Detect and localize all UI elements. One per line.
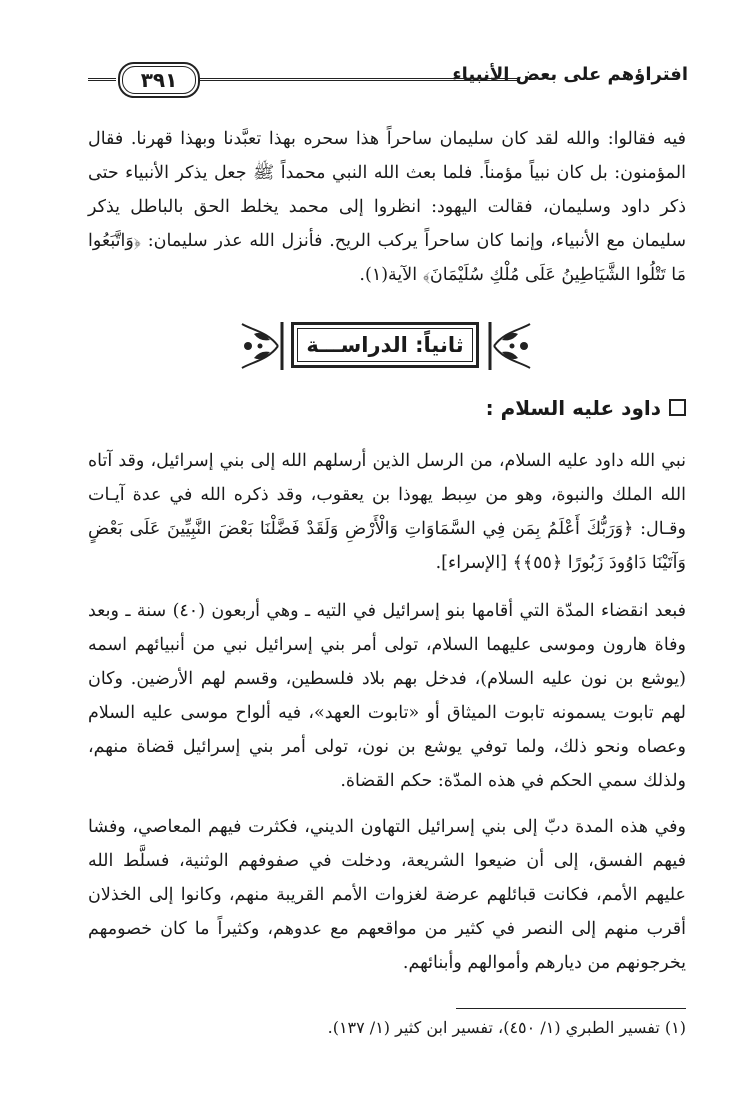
header-title: افتراؤهم على بعض الأنبياء: [452, 64, 688, 85]
section-title: ثانياً: الدراســـة: [306, 333, 464, 357]
floral-ornament-icon: [236, 318, 288, 374]
subheading-text: داود عليه السلام :: [485, 396, 661, 420]
paragraph-4: وفي هذه المدة دبّ إلى بني إسرائيل التهاون الديني، فكثرت فيهم المعاصي، وفشا فيهم الفسق، إلى أن ضيعوا الشريعة، ودخلت في صفوفهم الوثنية، فسلَّط الله عليهم الأمم، فكانت قبائلهم عرضة لغزوات الأمم القريبة منهم، وكانوا إلى الخذلان أقرب منهم إلى النصر في كثير من مواقعهم مع عدوهم، وكثيراً ما كان خصومهم يخرجونهم من ديارهم وأموالهم وأبنائهم.: [88, 817, 686, 973]
floral-ornament-icon: [484, 318, 536, 374]
paragraph-2: نبي الله داود عليه السلام، من الرسل الذين أرسلهم الله إلى بني إسرائيل، وقد آتاه الله الملك والنبوة، وهو من سِبط يهوذا بن يعقوب، وقد ذكره الله في عدة آيـات وقـال: ﴿وَرَبُّكَ أَعْلَمُ بِمَن فِي السَّمَاوَاتِ وَالْأَرْضِ وَلَقَدْ فَضَّلْنَا بَعْضَ النَّبِيِّينَ عَلَى بَعْضٍ وَآتَيْنَا دَاوُودَ زَبُورًا ﴿٥٥﴾﴾ [الإسراء].: [88, 451, 686, 573]
footnote-rule: [456, 1008, 686, 1009]
page-number: ٣٩١: [118, 62, 200, 98]
subheading: [486, 396, 686, 420]
paragraph-1: فيه فقالوا: والله لقد كان سليمان ساحراً هذا سحره بهذا تعبَّدنا وبهذا قهرنا. فقال المؤمنون: بل كان نبياً مؤمناً. فلما بعث الله النبي محمداً ﷺ جعل يذكر الأنبياء حتى ذكر داود وسليمان، فقالت اليهود: انظروا إلى محمد يخلط الحق بالباطل يذكر سليمان مع الأنبياء، وإنما كان ساحراً يركب الريح. فأنزل الله عذر سليمان: ﴿وَاتَّبَعُوا مَا تَتْلُوا الشَّيَاطِينُ عَلَى مُلْكِ سُلَيْمَانَ﴾ الآية(١).: [88, 129, 686, 285]
section-heading: [0, 318, 750, 378]
footnote: (١) تفسير الطبري (١/ ٤٥٠)، تفسير ابن كثير (١/ ١٣٧).: [327, 1018, 686, 1037]
running-header: [88, 62, 688, 106]
header-rule: [198, 78, 518, 81]
paragraph-3: فبعد انقضاء المدّة التي أقامها بنو إسرائيل في التيه ـ وهي أربعون (٤٠) سنة ـ وبعد وفاة هارون وموسى عليهما السلام، تولى أمر بني إسرائيل نبي من أنبيائهم اسمه (يوشع بن نون عليه السلام)، فدخل بهم بلاد فلسطين، وقسم لهم الأرضين. وكان لهم تابوت يسمونه تابوت الميثاق أو «تابوت العهد»، فيه ألواح موسى عليه السلام وعصاه ونحو ذلك، ولما توفي يوشع بن نون، تولى أمر بني إسرائيل قضاة منهم، ولذلك سمي الحكم في هذه المدّة: حكم القضاة.: [88, 601, 687, 791]
header-rule-short: [88, 78, 116, 81]
square-bullet-icon: [669, 399, 686, 416]
section-title-box: [291, 322, 479, 368]
